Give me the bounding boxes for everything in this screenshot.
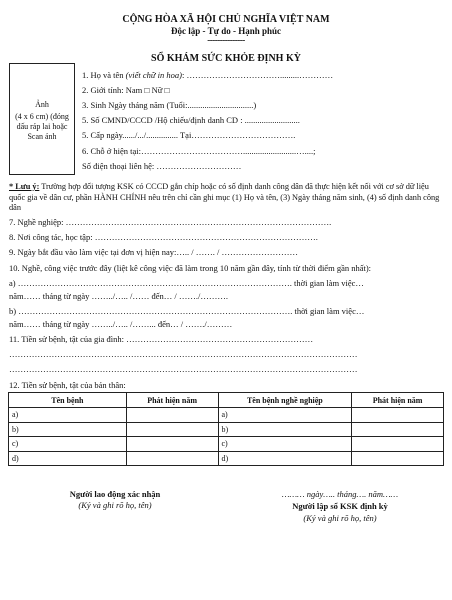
table-row bbox=[9, 408, 444, 423]
field-gender: 2. Giới tính: Nam □ Nữ □ bbox=[82, 85, 170, 95]
table-cell: a) bbox=[218, 408, 352, 423]
table-cell bbox=[126, 422, 218, 437]
national-heading: CỘNG HÒA XÃ HỘI CHỦ NGHĨA VIỆT NAM bbox=[122, 14, 330, 25]
field-full-name-dots: : …………………………….........………… bbox=[182, 70, 334, 80]
note-text: Trường hợp đối tượng KSK có CCCD gắn chíp hoặc có số định danh công dân đã thực hiện kết nối với cơ sở dữ liệu quốc gia về dân cư, phần HÀNH CHÍNH nêu trên chỉ cần ghi mục (1) Họ và tên, (3) Ngày tháng năm sinh, (4) số định danh công dân bbox=[9, 182, 440, 212]
table-header-occupational-disease: Tên bệnh nghề nghiệp bbox=[218, 393, 352, 408]
motto: Độc lập - Tự do - Hạnh phúc bbox=[170, 26, 281, 36]
table-cell bbox=[126, 451, 218, 466]
field-issue-date: 5. Cấp ngày....../.../............... Tại………………………………. bbox=[82, 130, 296, 140]
table-cell: b) bbox=[218, 422, 352, 437]
table-row bbox=[9, 451, 444, 466]
item-previous-job-b: b) ……………………………………………………………………………………. thời gian làm việc… bbox=[9, 306, 365, 316]
table-cell: d) bbox=[9, 451, 127, 466]
note-paragraph bbox=[9, 182, 441, 214]
photo-label: Ảnh bbox=[35, 100, 49, 109]
recorder-signature-hint: (Ký và ghi rõ họ, tên) bbox=[303, 513, 377, 523]
field-phone: Số điện thoại liên hệ: ………………………… bbox=[82, 161, 242, 171]
item-workplace: 8. Nơi công tác, học tập: ……………………………………………………………………. bbox=[9, 232, 318, 242]
item-previous-job-a-period: năm…… tháng từ ngày ……../….. /…… đến… / ……./………. bbox=[9, 291, 228, 301]
table-cell bbox=[352, 408, 444, 423]
field-address: 6. Chỗ ở hiện tại:……………………………….........................…....; bbox=[82, 146, 316, 156]
employee-signature-title: Người lao động xác nhận bbox=[69, 489, 161, 499]
field-birth-date: 3. Sinh Ngày tháng năm (Tuổi:...............................) bbox=[82, 100, 257, 110]
item-start-date: 9. Ngày bắt đầu vào làm việc tại đơn vị hiện nay:….. / ……. / ……………………… bbox=[9, 247, 298, 257]
dotted-line: …………………………………………………………………………………………………………… bbox=[9, 364, 358, 374]
disease-history-table bbox=[8, 392, 444, 466]
table-row bbox=[9, 422, 444, 437]
employee-signature-hint: (Ký và ghi rõ họ, tên) bbox=[78, 500, 152, 510]
item-previous-jobs: 10. Nghề, công việc trước đây (liệt kê công việc đã làm trong 10 năm gần đây, tính từ thời điểm gần nhất): bbox=[9, 263, 372, 273]
note-label: * Lưu ý: bbox=[9, 182, 40, 191]
table-header-year: Phát hiện năm bbox=[352, 393, 444, 408]
table-cell: b) bbox=[9, 422, 127, 437]
table-cell: c) bbox=[9, 437, 127, 452]
table-cell: a) bbox=[9, 408, 127, 423]
field-full-name bbox=[82, 70, 333, 80]
table-cell bbox=[126, 437, 218, 452]
table-header-year: Phát hiện năm bbox=[126, 393, 218, 408]
field-full-name-label: 1. Họ và tên bbox=[82, 70, 126, 80]
recorder-signature-title: Người lập sổ KSK định kỳ bbox=[292, 501, 388, 511]
table-cell: d) bbox=[218, 451, 352, 466]
item-occupation: 7. Nghề nghiệp: …………………………………………………………………………………. bbox=[9, 217, 332, 227]
item-previous-job-a: a) ……………………………………………………………………………………. thời gian làm việc… bbox=[9, 278, 364, 288]
item-family-history: 11. Tiền sử bệnh, tật của gia đình: ………………………………………………………… bbox=[9, 334, 314, 344]
table-header-disease: Tên bệnh bbox=[9, 393, 127, 408]
table-cell bbox=[352, 422, 444, 437]
record-date: ……… ngày….. tháng…. năm…… bbox=[281, 489, 399, 499]
photo-instructions: (4 x 6 cm) (đóng dấu ráp lai hoặc Scan ảnh bbox=[15, 112, 69, 141]
item-previous-job-b-period: năm…… tháng từ ngày ……../….. /……... đến… / ……./……… bbox=[9, 319, 233, 329]
table-row bbox=[9, 437, 444, 452]
motto-rule: --------------- bbox=[207, 35, 245, 45]
table-header-row bbox=[9, 393, 444, 408]
field-id-number: 5. Số CMND/CCCD /Hộ chiếu/định danh CD : .......................... bbox=[82, 115, 300, 125]
dotted-line: …………………………………………………………………………………………………………… bbox=[9, 349, 358, 359]
table-cell bbox=[352, 451, 444, 466]
table-cell bbox=[352, 437, 444, 452]
page-title: SỔ KHÁM SỨC KHỎE ĐỊNH KỲ bbox=[151, 53, 301, 64]
table-cell: c) bbox=[218, 437, 352, 452]
field-full-name-hint: (viết chữ in hoa) bbox=[125, 70, 182, 80]
item-personal-history: 12. Tiền sử bệnh, tật của bản thân: bbox=[9, 380, 126, 390]
table-cell bbox=[126, 408, 218, 423]
